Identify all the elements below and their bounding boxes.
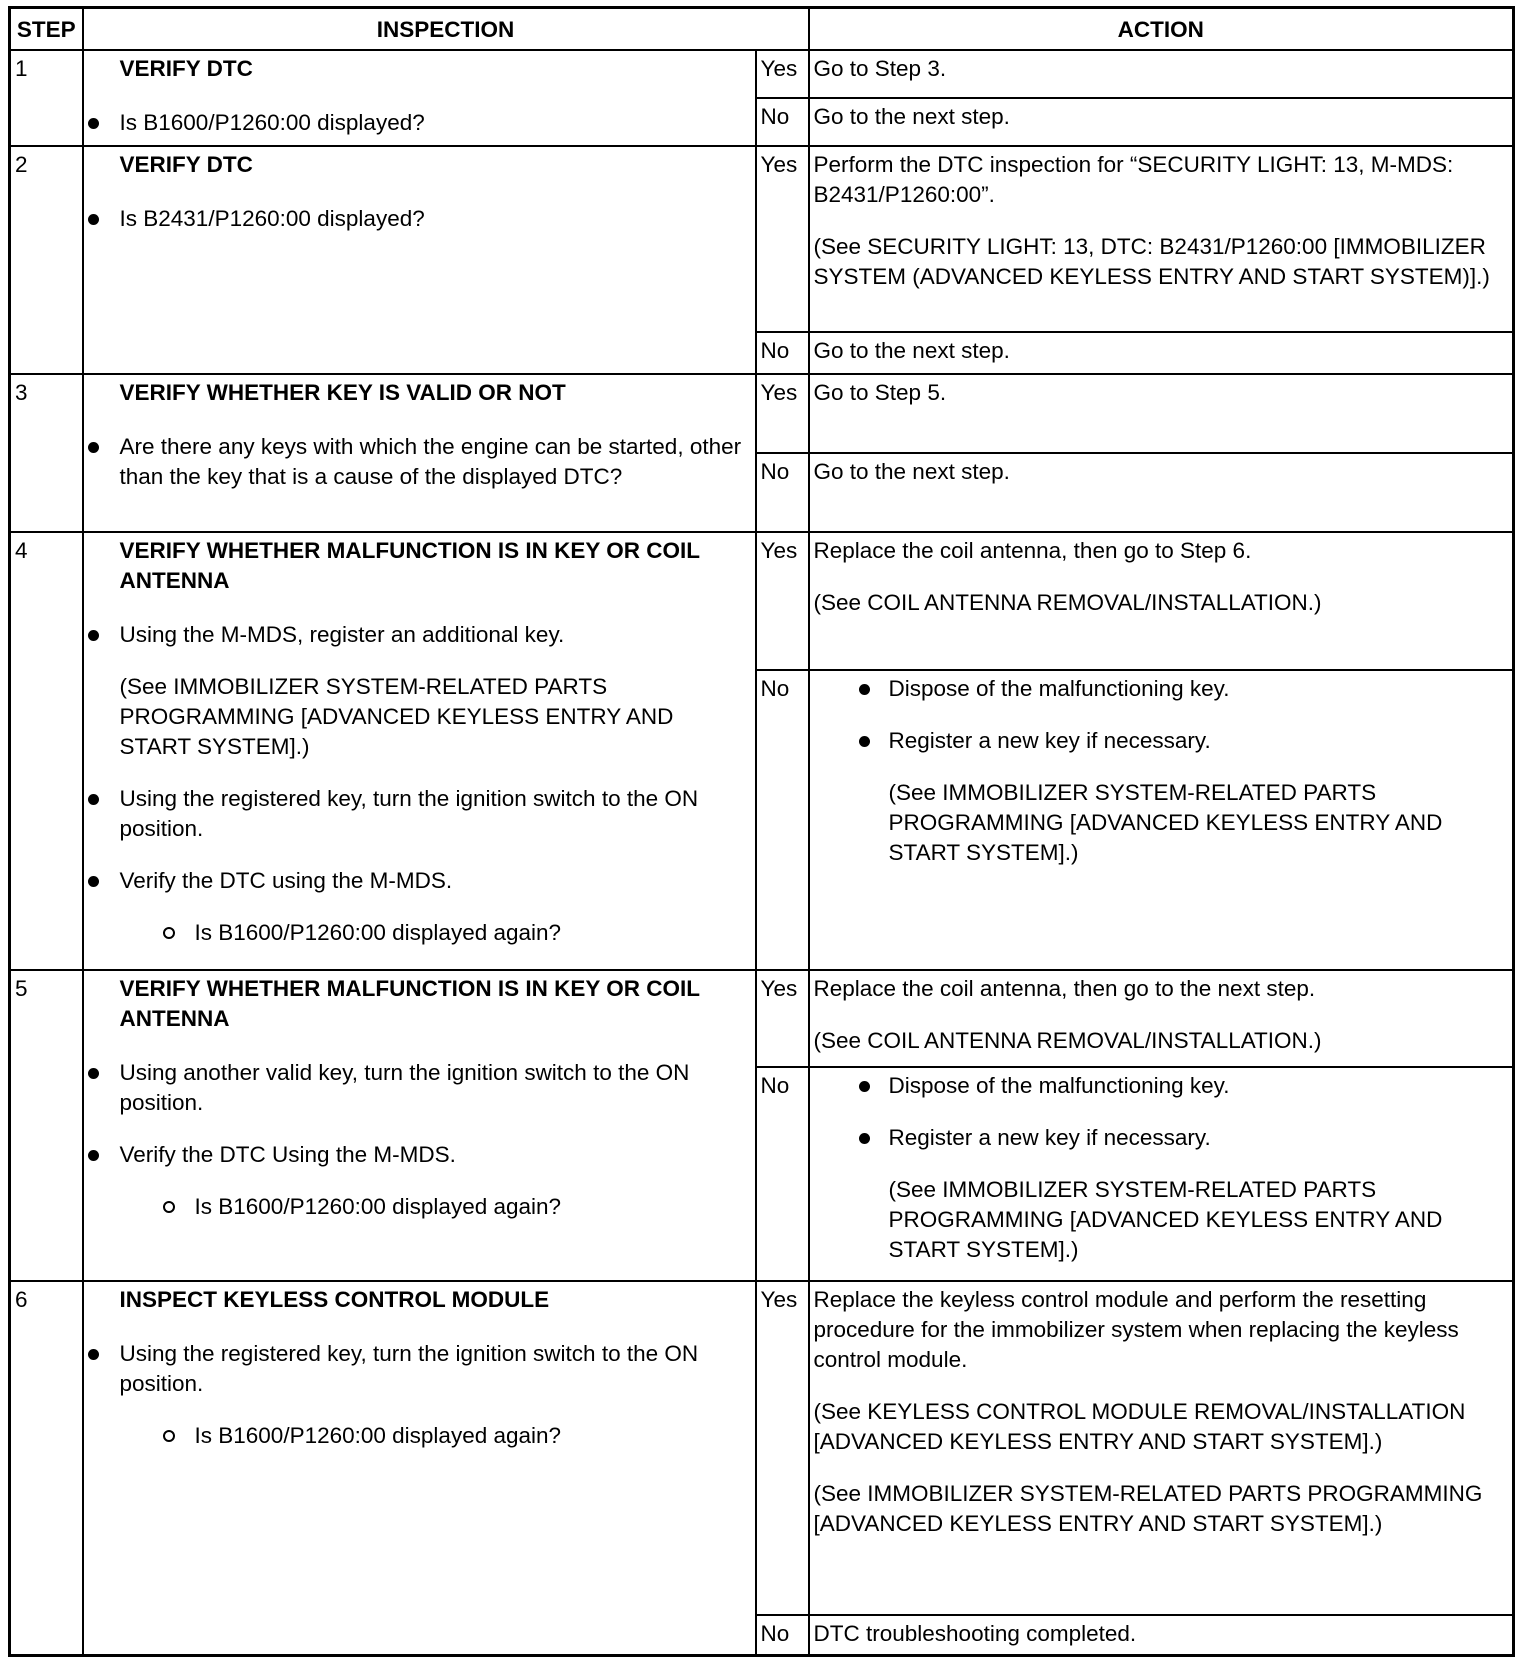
step-4-sub-bullet-1: Is B1600/P1260:00 displayed again? [163, 918, 751, 948]
step-6-yes-action [809, 1281, 1514, 1615]
step-5-no-reference: (See IMMOBILIZER SYSTEM-RELATED PARTS PROGRAMMING [ADVANCED KEYLESS ENTRY AND START SYSTEM].) [888, 1177, 1443, 1262]
step-4-no-bullet-2: Register a new key if necessary. [814, 726, 1509, 756]
step-1-inspection [83, 50, 756, 146]
step-5-yes-action [809, 970, 1514, 1067]
step-4-yes-action [809, 532, 1514, 670]
step-2-title: VERIFY DTC [119, 152, 253, 177]
step-6-title: INSPECT KEYLESS CONTROL MODULE [119, 1287, 550, 1312]
step-3-title: VERIFY WHETHER KEY IS VALID OR NOT [119, 380, 566, 405]
step-5-yes-reference: (See COIL ANTENNA REMOVAL/INSTALLATION.) [813, 1028, 1322, 1053]
step-2-inspection [83, 146, 756, 374]
step-5-no-label: No [756, 1067, 809, 1281]
step-2-yes-reference: (See SECURITY LIGHT: 13, DTC: B2431/P1260:00 [IMMOBILIZER SYSTEM (ADVANCED KEYLESS ENTRY AND START SYSTEM)].) [813, 234, 1490, 289]
step-6-no-action [809, 1615, 1514, 1655]
step-1-bullet-1: Is B1600/P1260:00 displayed? [88, 108, 751, 138]
step-1-yes-text: Go to Step 3. [813, 56, 947, 81]
page [8, 6, 1515, 1657]
step-6-yes-text: Replace the keyless control module and perform the resetting procedure for the immobilizer system when replacing the keyless control module. [813, 1287, 1459, 1372]
step-3-no-action [809, 453, 1514, 532]
step-4-yes-text: Replace the coil antenna, then go to Step 6. [813, 538, 1252, 563]
step-4-no-action [809, 670, 1514, 970]
step-2-number: 2 [10, 146, 83, 374]
step-6-yes-reference-1: (See KEYLESS CONTROL MODULE REMOVAL/INSTALLATION [ADVANCED KEYLESS ENTRY AND START SYSTEM].) [813, 1399, 1466, 1454]
step-4-no-reference: (See IMMOBILIZER SYSTEM-RELATED PARTS PROGRAMMING [ADVANCED KEYLESS ENTRY AND START SYSTEM].) [888, 780, 1443, 865]
step-4-title: VERIFY WHETHER MALFUNCTION IS IN KEY OR COIL ANTENNA [119, 538, 700, 593]
step-4-bullet-3: Verify the DTC using the M-MDS. [88, 866, 751, 896]
step-1-title: VERIFY DTC [119, 56, 253, 81]
step-5-yes-text: Replace the coil antenna, then go to the next step. [813, 976, 1316, 1001]
step-1-yes-action [809, 50, 1514, 98]
step-5-inspection [83, 970, 756, 1281]
step-5-title: VERIFY WHETHER MALFUNCTION IS IN KEY OR COIL ANTENNA [119, 976, 700, 1031]
step-6-inspection [83, 1281, 756, 1655]
step-5-no-bullet-2: Register a new key if necessary. [814, 1123, 1509, 1153]
step-5-bullet-2: Verify the DTC Using the M-MDS. [88, 1140, 751, 1170]
step-5-yes-row [10, 970, 1514, 1067]
step-3-yes-label: Yes [756, 374, 809, 453]
step-3-number: 3 [10, 374, 83, 532]
step-5-no-action [809, 1067, 1514, 1281]
step-6-yes-label: Yes [756, 1281, 809, 1615]
step-3-no-text: Go to the next step. [813, 459, 1010, 484]
step-6-yes-reference-2: (See IMMOBILIZER SYSTEM-RELATED PARTS PROGRAMMING [ADVANCED KEYLESS ENTRY AND START SYSTEM].) [813, 1481, 1483, 1536]
step-4-yes-row [10, 532, 1514, 670]
step-6-no-text: DTC troubleshooting completed. [813, 1621, 1137, 1646]
header-action: ACTION [809, 8, 1514, 51]
step-4-inspection [83, 532, 756, 970]
step-2-no-action [809, 332, 1514, 374]
step-2-bullet-1: Is B2431/P1260:00 displayed? [88, 204, 751, 234]
step-4-no-bullet-1: Dispose of the malfunctioning key. [814, 674, 1509, 704]
step-4-number: 4 [10, 532, 83, 970]
step-5-bullet-1: Using another valid key, turn the ignition switch to the ON position. [88, 1058, 751, 1118]
step-3-yes-row [10, 374, 1514, 453]
step-3-inspection [83, 374, 756, 532]
step-3-no-label: No [756, 453, 809, 532]
step-2-yes-action [809, 146, 1514, 332]
step-1-no-action [809, 98, 1514, 146]
step-5-number: 5 [10, 970, 83, 1281]
step-4-no-label: No [756, 670, 809, 970]
step-3-yes-text: Go to Step 5. [813, 380, 947, 405]
step-6-yes-row [10, 1281, 1514, 1615]
troubleshooting-table [8, 6, 1515, 1657]
step-1-yes-label: Yes [756, 50, 809, 98]
step-2-yes-row [10, 146, 1514, 332]
step-5-no-bullet-1: Dispose of the malfunctioning key. [814, 1071, 1509, 1101]
step-2-yes-label: Yes [756, 146, 809, 332]
header-row [10, 8, 1514, 51]
step-2-no-text: Go to the next step. [813, 338, 1010, 363]
step-1-number: 1 [10, 50, 83, 146]
step-1-no-text: Go to the next step. [813, 104, 1010, 129]
step-1-yes-row [10, 50, 1514, 98]
step-6-number: 6 [10, 1281, 83, 1655]
step-1-no-label: No [756, 98, 809, 146]
step-5-yes-label: Yes [756, 970, 809, 1067]
step-5-sub-bullet-1: Is B1600/P1260:00 displayed again? [163, 1192, 751, 1222]
step-3-bullet-1: Are there any keys with which the engine can be started, other than the key that is a cause of the displayed DTC? [88, 432, 751, 492]
header-inspection: INSPECTION [83, 8, 809, 51]
step-6-no-label: No [756, 1615, 809, 1655]
header-step: STEP [10, 8, 83, 51]
step-4-yes-reference: (See COIL ANTENNA REMOVAL/INSTALLATION.) [813, 590, 1322, 615]
step-4-bullet-1-reference: (See IMMOBILIZER SYSTEM-RELATED PARTS PROGRAMMING [ADVANCED KEYLESS ENTRY AND START SYSTEM].) [119, 674, 674, 759]
step-4-yes-label: Yes [756, 532, 809, 670]
step-2-no-label: No [756, 332, 809, 374]
step-6-bullet-1: Using the registered key, turn the ignition switch to the ON position. [88, 1339, 751, 1399]
step-2-yes-text: Perform the DTC inspection for “SECURITY LIGHT: 13, M-MDS: B2431/P1260:00”. [813, 152, 1454, 207]
step-4-bullet-1: Using the M-MDS, register an additional key. [88, 620, 751, 650]
step-6-sub-bullet-1: Is B1600/P1260:00 displayed again? [163, 1421, 751, 1451]
step-3-yes-action [809, 374, 1514, 453]
step-4-bullet-2: Using the registered key, turn the ignition switch to the ON position. [88, 784, 751, 844]
